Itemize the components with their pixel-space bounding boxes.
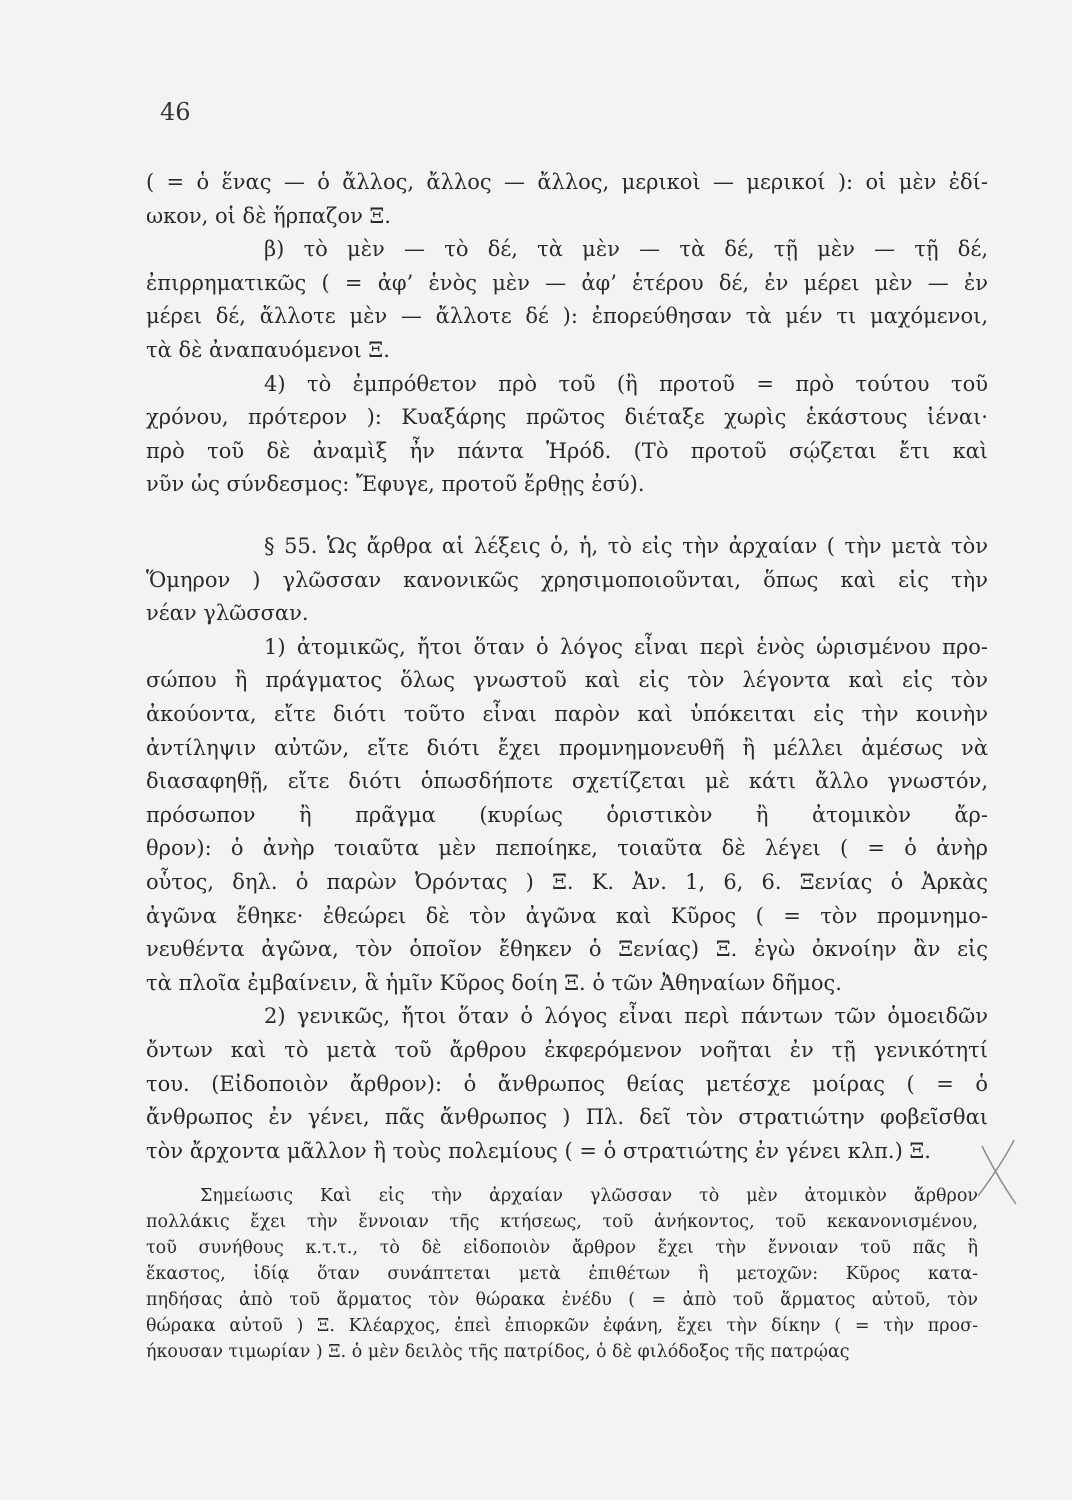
note-block <box>146 1183 978 1365</box>
section-55 <box>146 530 988 1168</box>
text-line: 1) ἀτομικῶς, ἤτοι ὅταν ὁ λόγος εἶναι περὶ ἑνὸς ὡρισμένου προ- <box>264 634 988 659</box>
text-line: ἀκούοντα, εἴτε διότι τοῦτο εἶναι παρὸν καὶ ὑπόκειται εἰς τὴν κοινὴν <box>146 701 988 726</box>
note-line: θώρακα αὐτοῦ ) Ξ. Κλέαρχος, ἐπεὶ ἐπιορκῶν ἐφάνη, ἔχει τὴν δίκην ( = τὴν προσ- <box>146 1316 978 1336</box>
note-line: τοῦ συνήθους κ.τ.τ., τὸ δὲ εἰδοποιὸν ἄρθρον ἔχει τὴν ἔννοιαν τοῦ πᾶς ἢ <box>146 1238 978 1258</box>
text-line: ωκον, οἱ δὲ ἥρπαζον Ξ. <box>146 203 391 228</box>
note-line: ἕκαστος, ἰδίᾳ ὅταν συνάπτεται μετὰ ἐπιθέτων ἢ μετοχῶν: Κῦρος κατα- <box>146 1264 978 1284</box>
section-heading-line: § 55. Ὡς ἄρθρα αἱ λέξεις ὁ, ἡ, τὸ εἰς τὴν ἀρχαίαν ( τὴν μετὰ τὸν <box>264 534 988 558</box>
text-line: οὗτος, δηλ. ὁ παρὼν Ὀρόντας ) Ξ. Κ. Ἀν. 1, 6, 6. Ξενίας ὁ Ἀρκὰς <box>146 869 988 894</box>
note-line: πηδήσας ἀπὸ τοῦ ἅρματος τὸν θώρακα ἐνέδυ ( = ἀπὸ τοῦ ἅρματος αὐτοῦ, τὸν <box>146 1290 978 1310</box>
text-line: σώπου ἢ πράγματος ὅλως γνωστοῦ καὶ εἰς τὸν λέγοντα καὶ εἰς τὸν <box>146 668 988 693</box>
text-line: χρόνου, πρότερον ): Κυαξάρης πρῶτος διέταξε χωρὶς ἑκάστους ἰέναι· <box>146 405 988 430</box>
page-number: 46 <box>160 98 191 126</box>
text-line: θρον): ὁ ἀνὴρ τοιαῦτα μὲν πεποίηκε, τοιαῦτα δὲ λέγει ( = ὁ ἀνὴρ <box>146 836 988 861</box>
text-line: πρὸ τοῦ δὲ ἀναμὶξ ἦν πάντα Ἡρόδ. (Τὸ προτοῦ σῴζεται ἔτι καὶ <box>146 438 988 463</box>
pencil-cross-mark <box>974 1136 1020 1206</box>
text-line: ἄνθρωπος ἐν γένει, πᾶς ἄνθρωπος ) Πλ. δεῖ τὸν στρατιώτην φοβεῖσθαι <box>146 1105 988 1130</box>
text-line: πρόσωπον ἢ πρᾶγμα (κυρίως ὁριστικὸν ἢ ἀτομικὸν ἄρ- <box>146 802 988 827</box>
note-line: πολλάκις ἔχει τὴν ἔννοιαν τῆς κτήσεως, τοῦ ἀνήκοντος, τοῦ κεκανονισμένου, <box>146 1212 978 1232</box>
text-line: μέρει δέ, ἄλλοτε μὲν — ἄλλοτε δέ ): ἐπορεύθησαν τὰ μέν τι μαχόμενοι, <box>146 304 988 329</box>
text-line: του. (Εἰδοποιὸν ἄρθρον): ὁ ἄνθρωπος θείας μετέσχε μοίρας ( = ὁ <box>146 1071 988 1096</box>
text-line: ὄντων καὶ τὸ μετὰ τοῦ ἄρθρου ἐκφερόμενον νοῆται ἐν τῇ γενικότητί <box>146 1037 988 1062</box>
text-line: ἀντίληψιν αὐτῶν, εἴτε διότι ἔχει προμνημονευθῆ ἢ μέλλει ἀμέσως νὰ <box>146 735 988 760</box>
text-line: τὰ δὲ ἀναπαυόμενοι Ξ. <box>146 337 390 362</box>
note-line: Σημείωσις Καὶ εἰς τὴν ἀρχαίαν γλῶσσαν τὸ μὲν ἀτομικὸν ἄρθρον <box>200 1186 978 1206</box>
text-line: 4) τὸ ἐμπρόθετον πρὸ τοῦ (ἢ προτοῦ = πρὸ τούτου τοῦ <box>264 371 988 396</box>
text-line: νῦν ὡς σύνδεσμος: Ἔφυγε, προτοῦ ἔρθῃς ἐσύ). <box>146 472 645 497</box>
text-line: 2) γενικῶς, ἤτοι ὅταν ὁ λόγος εἶναι περὶ πάντων τῶν ὁμοειδῶν <box>264 1004 988 1029</box>
main-text <box>146 166 988 502</box>
text-line: διασαφηθῇ, εἴτε διότι ὁπωσδήποτε σχετίζεται μὲ κάτι ἄλλο γνωστόν, <box>146 769 988 794</box>
text-line: νέαν γλῶσσαν. <box>146 601 309 626</box>
text-line: β) τὸ μὲν — τὸ δέ, τὰ μὲν — τὰ δέ, τῇ μὲν — τῇ δέ, <box>264 237 988 262</box>
text-line: Ὅμηρον ) γλῶσσαν κανονικῶς χρησιμοποιοῦνται, ὅπως καὶ εἰς τὴν <box>146 567 988 592</box>
text-line: ( = ὁ ἕνας — ὁ ἄλλος, ἄλλος — ἄλλος, μερικοὶ — μερικοί ): οἱ μὲν ἐδί- <box>146 170 988 194</box>
text-line: νευθέντα ἀγῶνα, τὸν ὁποῖον ἔθηκεν ὁ Ξενίας) Ξ. ἐγὼ ὀκνοίην ἂν εἰς <box>146 937 988 962</box>
text-line: τὸν ἄρχοντα μᾶλλον ἢ τοὺς πολεμίους ( = ὁ στρατιώτης ἐν γένει κλπ.) Ξ. <box>146 1138 931 1163</box>
text-line: ἀγῶνα ἔθηκε· ἐθεώρει δὲ τὸν ἀγῶνα καὶ Κῦρος ( = τὸν προμνημο- <box>146 903 988 928</box>
text-line: τὰ πλοῖα ἐμβαίνειν, ἃ ἡμῖν Κῦρος δοίη Ξ. ὁ τῶν Ἀθηναίων δῆμος. <box>146 970 842 995</box>
note-line: ήκουσαν τιμωρίαν ) Ξ. ὁ μὲν δειλὸς τῆς πατρίδος, ὁ δὲ φιλόδοξος τῆς πατρῴας <box>146 1342 850 1362</box>
text-line: ἐπιρρηματικῶς ( = ἀφ’ ἑνὸς μὲν — ἀφ’ ἑτέρου δέ, ἐν μέρει μὲν — ἐν <box>146 270 988 295</box>
